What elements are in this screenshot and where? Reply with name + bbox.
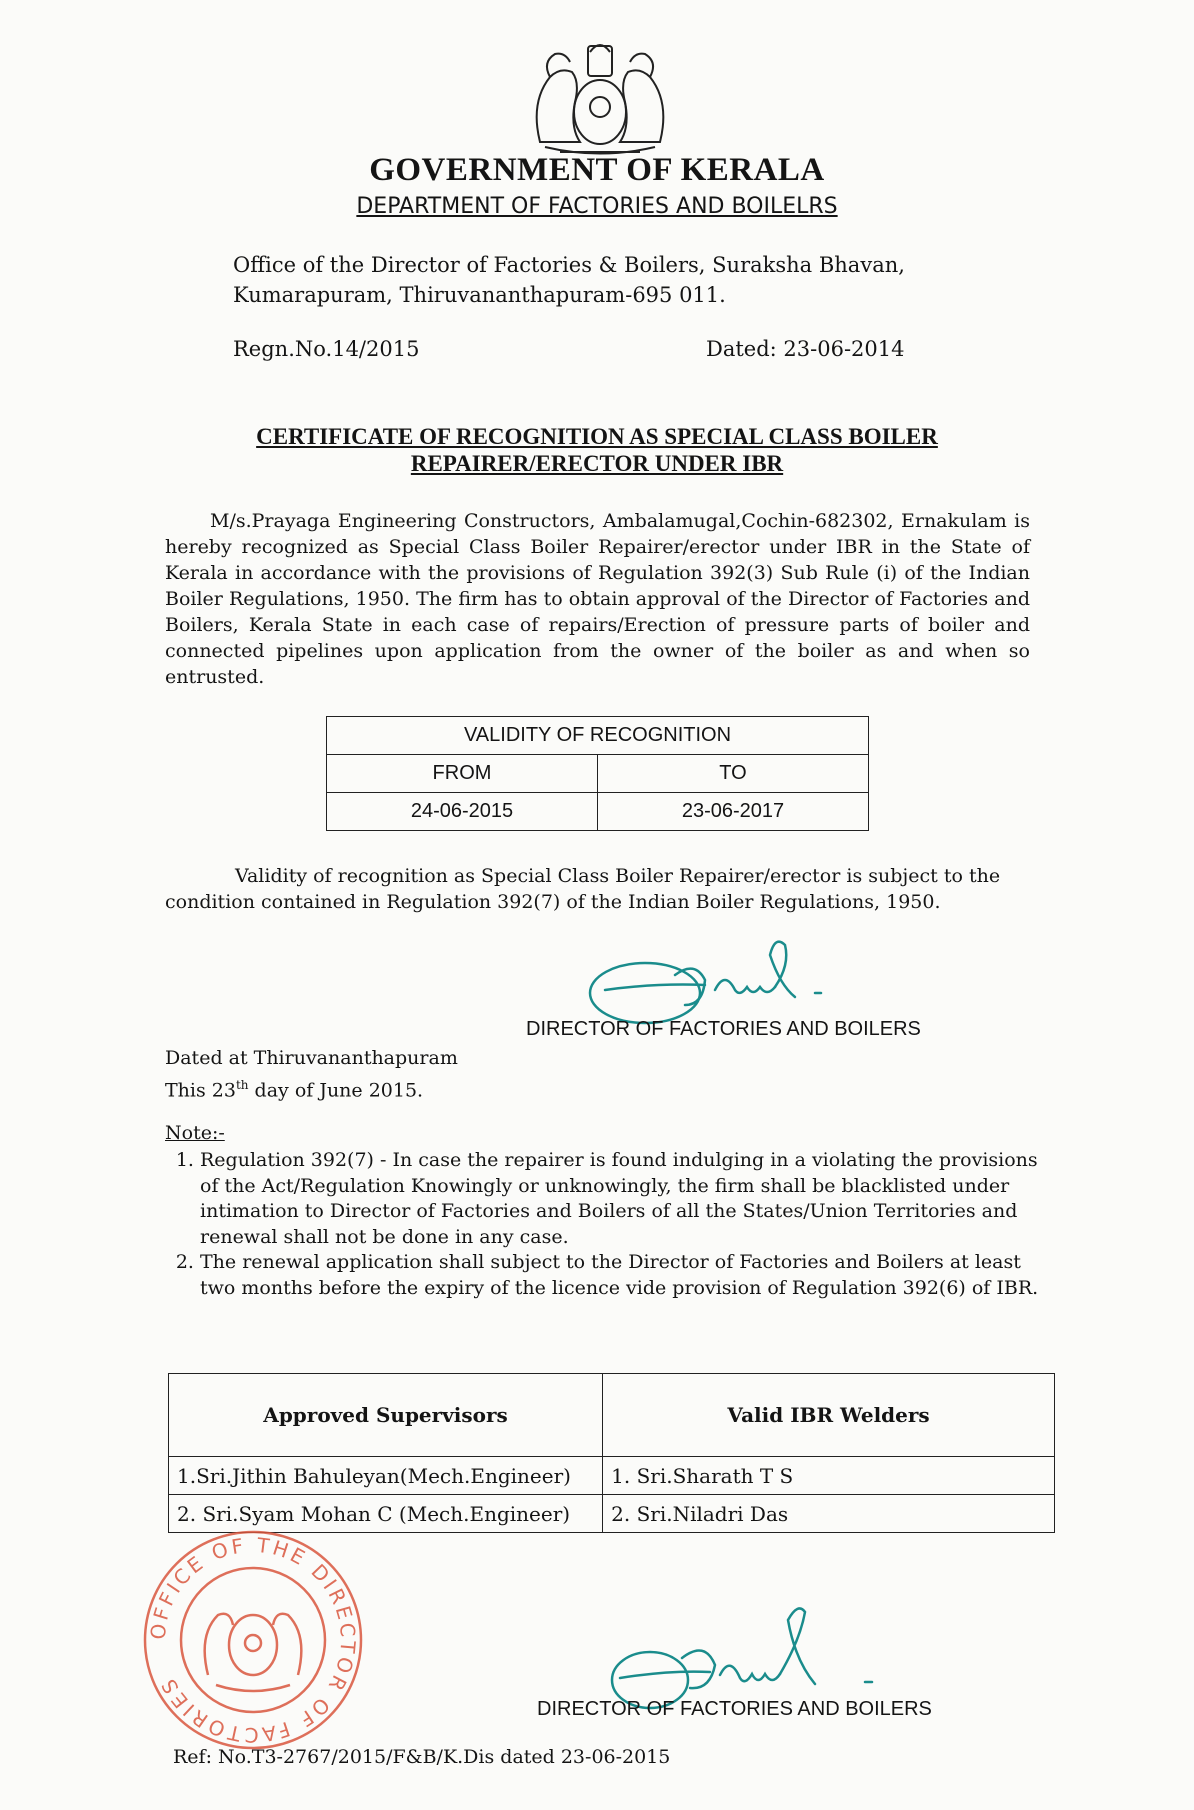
page-title: GOVERNMENT OF KERALA (369, 152, 825, 188)
director-designation-footer: DIRECTOR OF FACTORIES AND BOILERS (537, 1698, 932, 1720)
dated-day-suffix-sup: th (235, 1078, 249, 1092)
welder-cell: 1. Sri.Sharath T S (603, 1457, 1055, 1495)
certificate-title-line-1: CERTIFICATE OF RECOGNITION AS SPECIAL CLASS BOILER (256, 424, 938, 449)
dated-day-month: day of June 2015. (248, 1079, 424, 1102)
registration-number: Regn.No.14/2015 (233, 337, 420, 361)
certificate-title-line-2: REPAIRER/ERECTOR UNDER IBR (410, 451, 784, 476)
supervisor-cell: 1.Sri.Jithin Bahuleyan(Mech.Engineer) (169, 1457, 603, 1495)
table-row (327, 793, 869, 831)
dated-at-place: Dated at Thiruvananthapuram (165, 1047, 458, 1069)
table-row (327, 755, 869, 793)
welder-cell: 2. Sri.Niladri Das (603, 1495, 1055, 1533)
signature-image (610, 1600, 930, 1710)
notes-list (165, 1148, 1040, 1301)
validity-to-value: 23-06-2017 (598, 793, 869, 831)
validity-table (326, 716, 869, 831)
dated-at-day (165, 1072, 458, 1104)
validity-from-value: 24-06-2015 (327, 793, 598, 831)
dated-day-prefix: This 23 (165, 1079, 236, 1102)
table-row (169, 1457, 1055, 1495)
validity-from-label: FROM (327, 755, 598, 793)
dated-at-block (165, 1045, 458, 1104)
issue-date: Dated: 23-06-2014 (706, 337, 905, 361)
welders-header: Valid IBR Welders (603, 1374, 1055, 1457)
validity-header: VALIDITY OF RECOGNITION (327, 717, 869, 755)
certificate-title (160, 423, 1034, 477)
note-item: 2. The renewal application shall subject to the Director of Factories and Boilers at least two months before the expiry of the licence vide provision of Regulation 392(6) of IBR. (200, 1250, 1040, 1301)
validity-condition: Validity of recognition as Special Class Boiler Repairer/erector is subject to the condition contained in Regulation 392(7) of the Indian Boiler Regulations, 1950. (165, 865, 1001, 913)
table-row (169, 1374, 1055, 1457)
kerala-emblem-icon (520, 32, 680, 160)
director-designation: DIRECTOR OF FACTORIES AND BOILERS (526, 1018, 921, 1040)
office-line-1: Office of the Director of Factories & Boilers, Suraksha Bhavan, (233, 253, 905, 277)
note-item: 1. Regulation 392(7) - In case the repairer is found indulging in a violating the provisions of the Act/Regulation Knowingly or unknowingly, the firm shall be blacklisted under intimation to Director of Factories and Boilers of all the States/Union Territories and renewal shall not be done in any case. (200, 1148, 1040, 1250)
seal-text: OFFICE OF THE DIRECTOR OF FACTORIES (145, 1532, 361, 1748)
validity-to-label: TO (598, 755, 869, 793)
office-address (233, 250, 905, 310)
office-line-2: Kumarapuram, Thiruvananthapuram-695 011. (233, 283, 726, 307)
certificate-body: M/s.Prayaga Engineering Constructors, Ambalamugal,Cochin-682302, Ernakulam is hereby recognized as Special Class Boiler Repairer/erector under IBR in the State of Kerala in accordance with the provisions of Regulation 392(3) Sub Rule (i) of the Indian Boiler Regulations, 1950. The firm has to obtain approval of the Director of Factories and Boilers, Kerala State in each case of repairs/Erection of pressure parts of boiler and connected pipelines upon application from the owner of the boiler as and when so entrusted. (165, 510, 1030, 688)
table-row (327, 717, 869, 755)
supervisor-cell: 2. Sri.Syam Mohan C (Mech.Engineer) (169, 1495, 603, 1533)
office-seal-stamp (138, 1525, 368, 1755)
reference-number: Ref: No.T3-2767/2015/F&B/K.Dis dated 23-06-2015 (173, 1746, 671, 1768)
staff-table (168, 1373, 1055, 1533)
supervisors-header: Approved Supervisors (169, 1374, 603, 1457)
department-name: DEPARTMENT OF FACTORIES AND BOILELRS (356, 194, 838, 219)
notes-heading: Note:- (165, 1122, 225, 1144)
